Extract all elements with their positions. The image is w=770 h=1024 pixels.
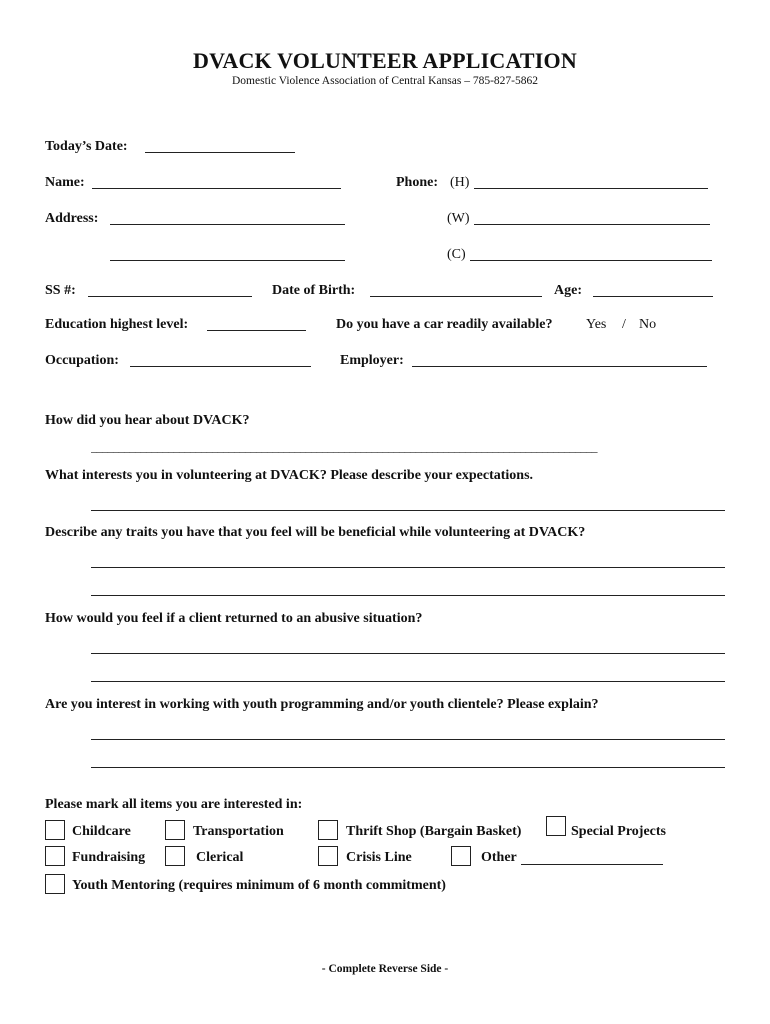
client-answer-line1[interactable] xyxy=(91,653,725,654)
todays-date-field[interactable] xyxy=(145,152,295,153)
organization-subtitle: Domestic Violence Association of Central Kansas – 785-827-5862 xyxy=(231,75,539,87)
hear-question: How did you hear about DVACK? xyxy=(45,413,250,428)
interests-question: What interests you in volunteering at DVACK? Please describe your expectations. xyxy=(45,468,534,483)
address-field-line1[interactable] xyxy=(110,224,345,225)
ssn-label: SS #: xyxy=(45,283,76,298)
phone-cell-label: (C) xyxy=(447,247,466,262)
employer-label: Employer: xyxy=(340,353,404,368)
interests-heading: Please mark all items you are interested in: xyxy=(45,797,303,812)
other-field[interactable] xyxy=(521,864,663,865)
thrift-shop-checkbox[interactable] xyxy=(318,820,338,840)
age-label: Age: xyxy=(554,283,582,298)
crisis-line-checkbox[interactable] xyxy=(318,846,338,866)
childcare-label: Childcare xyxy=(72,824,131,839)
special-projects-label: Special Projects xyxy=(571,824,666,839)
transportation-label: Transportation xyxy=(193,824,284,839)
car-yes-option[interactable]: Yes xyxy=(586,317,607,332)
address-label: Address: xyxy=(45,211,99,226)
occupation-field[interactable] xyxy=(130,366,311,367)
youth-mentoring-checkbox[interactable] xyxy=(45,874,65,894)
employer-field[interactable] xyxy=(412,366,707,367)
youth-answer-line1[interactable] xyxy=(91,739,725,740)
fundraising-checkbox[interactable] xyxy=(45,846,65,866)
name-label: Name: xyxy=(45,175,85,190)
education-field[interactable] xyxy=(207,330,306,331)
car-option-separator: / xyxy=(622,317,626,332)
youth-question: Are you interest in working with youth programming and/or youth clientele? Please explain? xyxy=(45,697,599,712)
other-checkbox[interactable] xyxy=(451,846,471,866)
phone-home-label: (H) xyxy=(450,175,470,190)
transportation-checkbox[interactable] xyxy=(165,820,185,840)
other-label: Other xyxy=(481,850,517,865)
phone-work-label: (W) xyxy=(447,211,470,226)
car-question-label: Do you have a car readily available? xyxy=(336,317,553,332)
fundraising-label: Fundraising xyxy=(72,850,146,865)
childcare-checkbox[interactable] xyxy=(45,820,65,840)
traits-answer-line2[interactable] xyxy=(91,595,725,596)
car-no-option[interactable]: No xyxy=(639,317,657,332)
form-title: DVACK VOLUNTEER APPLICATION xyxy=(193,48,577,73)
address-field-line2[interactable] xyxy=(110,260,345,261)
phone-home-field[interactable] xyxy=(474,188,708,189)
client-question: How would you feel if a client returned to an abusive situation? xyxy=(45,611,423,626)
client-answer-line2[interactable] xyxy=(91,681,725,682)
clerical-checkbox[interactable] xyxy=(165,846,185,866)
phone-label: Phone: xyxy=(396,175,438,190)
special-projects-checkbox[interactable] xyxy=(546,816,566,836)
traits-question: Describe any traits you have that you feel will be beneficial while volunteering at DVACK? xyxy=(45,525,586,540)
phone-work-field[interactable] xyxy=(474,224,710,225)
phone-cell-field[interactable] xyxy=(470,260,712,261)
ssn-field[interactable] xyxy=(88,296,252,297)
age-field[interactable] xyxy=(593,296,713,297)
education-label: Education highest level: xyxy=(45,317,189,332)
occupation-label: Occupation: xyxy=(45,353,119,368)
todays-date-label: Today’s Date: xyxy=(45,139,128,154)
dob-label: Date of Birth: xyxy=(272,283,356,298)
youth-answer-line2[interactable] xyxy=(91,767,725,768)
clerical-label: Clerical xyxy=(196,850,244,865)
hear-answer-field[interactable]: ____________________________________________________________________________________________ xyxy=(91,440,597,454)
footer-note: - Complete Reverse Side - xyxy=(321,963,449,975)
name-field[interactable] xyxy=(92,188,341,189)
thrift-shop-label: Thrift Shop (Bargain Basket) xyxy=(346,824,522,839)
traits-answer-line1[interactable] xyxy=(91,567,725,568)
dob-field[interactable] xyxy=(370,296,542,297)
interests-answer-line1[interactable] xyxy=(91,510,725,511)
crisis-line-label: Crisis Line xyxy=(346,850,412,865)
youth-mentoring-label: Youth Mentoring (requires minimum of 6 month commitment) xyxy=(72,878,446,893)
